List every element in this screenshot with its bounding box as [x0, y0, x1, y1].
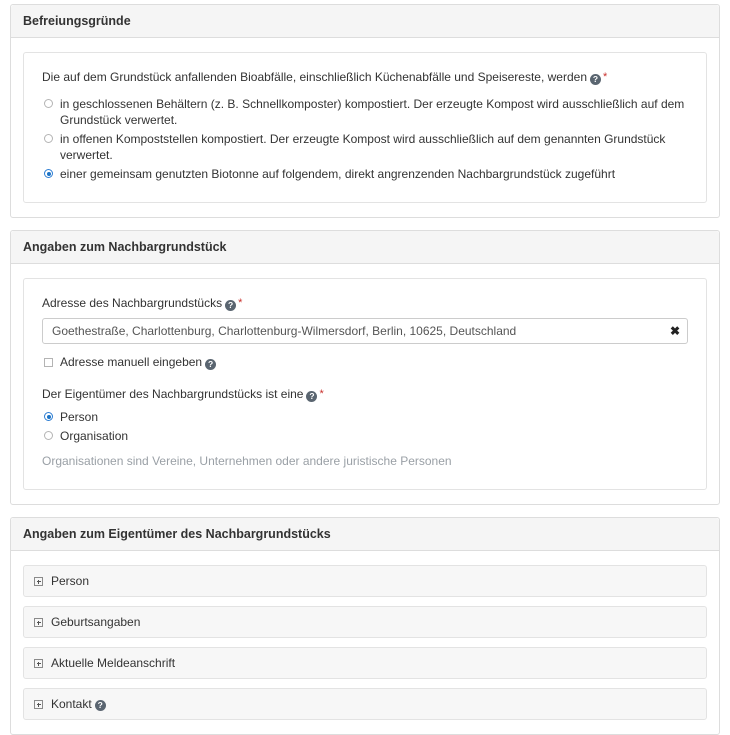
- fieldset-befreiungsgruende: [23, 52, 707, 203]
- address-input-wrapper: [42, 318, 688, 344]
- accordion-label[interactable]: Aktuelle Meldeanschrift: [51, 656, 176, 670]
- radio-option-geschlossene-behaelter[interactable]: [42, 96, 688, 128]
- fieldset-nachbargrundstueck: [23, 278, 707, 490]
- accordion-header[interactable]: [34, 696, 696, 712]
- radio-option-person[interactable]: [42, 409, 688, 425]
- radio-input[interactable]: [44, 134, 53, 143]
- radio-label[interactable]: in geschlossenen Behältern (z. B. Schnellkomposter) kompostiert. Der erzeugte Kompost wird ausschließlich auf dem Grundstück verwertet.: [60, 97, 685, 127]
- radio-input-selected[interactable]: [44, 169, 53, 178]
- accordion-aktuelle-meldeanschrift[interactable]: [23, 647, 707, 679]
- expand-plus-icon[interactable]: [34, 618, 43, 627]
- radio-label[interactable]: einer gemeinsam genutzten Biotonne auf folgendem, direkt angrenzenden Nachbargrundstück zugeführt: [60, 167, 616, 181]
- accordion-geburtsangaben[interactable]: [23, 606, 707, 638]
- required-asterisk: *: [238, 297, 243, 309]
- radio-input[interactable]: [44, 99, 53, 108]
- panel-nachbargrundstueck: [10, 230, 720, 505]
- accordion-label[interactable]: Kontakt: [51, 697, 92, 711]
- checkbox-label[interactable]: [60, 354, 216, 370]
- expand-plus-icon[interactable]: [34, 577, 43, 586]
- required-asterisk: *: [319, 388, 324, 400]
- radio-input-selected[interactable]: [44, 412, 53, 421]
- required-asterisk: *: [603, 71, 608, 83]
- checkbox-adresse-manuell[interactable]: [42, 354, 688, 370]
- address-input[interactable]: [42, 318, 688, 344]
- panel-title: Befreiungsgründe: [23, 14, 131, 28]
- accordion-kontakt[interactable]: [23, 688, 707, 720]
- accordion-header[interactable]: [34, 655, 696, 671]
- question-text: Der Eigentümer des Nachbargrundstücks ist eine: [42, 387, 304, 401]
- accordion-header[interactable]: [34, 614, 696, 630]
- help-circle-icon[interactable]: ?: [95, 700, 106, 711]
- label-adresse-nachbargrundstueck: [42, 295, 688, 311]
- radio-option-offene-kompoststellen[interactable]: [42, 131, 688, 163]
- help-circle-icon[interactable]: ?: [590, 74, 601, 85]
- accordion-header[interactable]: [34, 573, 696, 589]
- radio-label[interactable]: in offenen Kompoststellen kompostiert. Der erzeugte Kompost wird ausschließlich auf dem genannten Grundstück verwertet.: [60, 132, 666, 162]
- help-circle-icon[interactable]: ?: [306, 391, 317, 402]
- panel-title: Angaben zum Nachbargrundstück: [23, 240, 227, 254]
- checkbox-input[interactable]: [44, 358, 53, 367]
- question-eigentuemer-typ: [42, 386, 688, 402]
- radio-input[interactable]: [44, 431, 53, 440]
- panel-header-eigentuemer: [11, 518, 719, 551]
- panel-eigentuemer: [10, 517, 720, 735]
- panel-body: [11, 264, 719, 504]
- accordion-label[interactable]: Geburtsangaben: [51, 615, 141, 629]
- radio-option-organisation[interactable]: [42, 428, 688, 444]
- radio-label[interactable]: Organisation: [60, 429, 129, 443]
- question-text: Die auf dem Grundstück anfallenden Bioabfälle, einschließlich Küchenabfälle und Speisereste, werden: [42, 70, 587, 84]
- expand-plus-icon[interactable]: [34, 700, 43, 709]
- panel-title: Angaben zum Eigentümer des Nachbargrundstücks: [23, 527, 331, 541]
- spacer: [42, 374, 688, 386]
- help-circle-icon[interactable]: ?: [205, 359, 216, 370]
- checkbox-label-text: Adresse manuell eingeben: [60, 355, 203, 369]
- panel-body: [11, 38, 719, 217]
- accordion-label[interactable]: Person: [51, 574, 90, 588]
- accordion-person[interactable]: [23, 565, 707, 597]
- radio-option-gemeinsame-biotonne[interactable]: [42, 166, 688, 182]
- expand-plus-icon[interactable]: [34, 659, 43, 668]
- help-circle-icon[interactable]: ?: [225, 300, 236, 311]
- panel-befreiungsgruende: [10, 4, 720, 218]
- radio-label[interactable]: Person: [60, 410, 99, 424]
- close-x-icon[interactable]: ✖: [670, 318, 680, 344]
- question-bioabfaelle: [42, 69, 688, 85]
- panel-header-nachbargrundstueck: [11, 231, 719, 264]
- panel-header-befreiungsgruende: [11, 5, 719, 38]
- hint-organisationen: Organisationen sind Vereine, Unternehmen oder andere juristische Personen: [42, 454, 452, 468]
- label-text: Adresse des Nachbargrundstücks: [42, 296, 223, 310]
- panel-body: [11, 551, 719, 734]
